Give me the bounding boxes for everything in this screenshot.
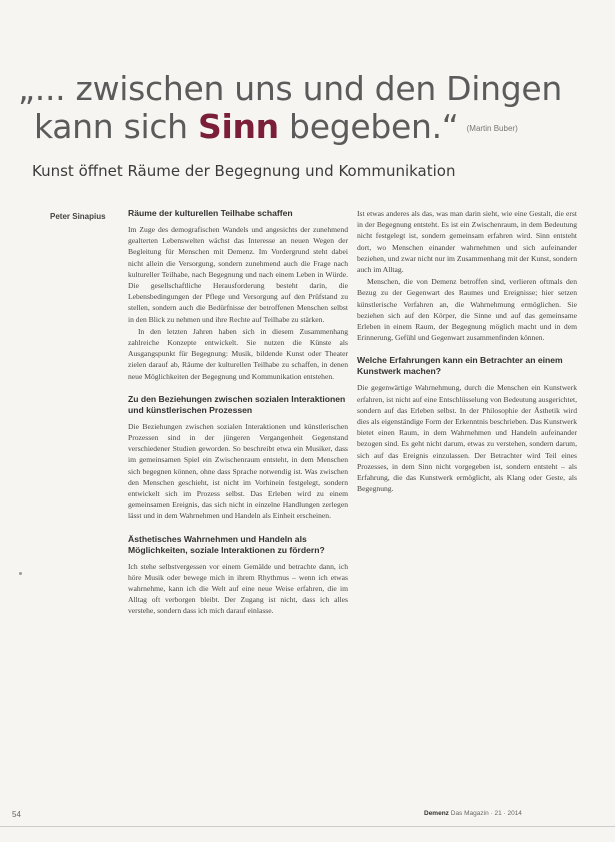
section-heading: Welche Erfahrungen kann ein Betrachter an einem Kunstwerk machen? [357,355,563,377]
body-paragraph: Die Beziehungen zwischen sozialen Interaktionen und künstlerischen Prozessen sind in der jüngeren Vergangenheit Gegenstand verschiedener Studien geworden. So beschreibt etwa ein Musiker, dass im gemeinsamen Spiel ein Zwischenraum entsteht, in dem Menschen sich begegnen können, ohne dass Sprache notwendig ist. Was zwischen den Menschen geschieht, ist nicht im Vorhinein festgelegt, sondern entwickelt sich im Prozess selbst. Das Erleben wird zu einem gemeinsamen Ereignis, das sich nicht in einzelne Handlungen zerlegen lässt und in dem Wahrnehmen und Handeln als Einheit erscheinen. [128,421,348,521]
author-name: Peter Sinapius [50,212,106,221]
footer-magazine: Demenz [424,810,449,817]
body-paragraph: In den letzten Jahren haben sich in diesem Zusammenhang zahlreiche Konzepte entwickelt. Sie nutzen die Künste als Ausgangspunkt für Begegnung: Musik, bildende Kunst oder Theater zielen darauf ab, Räume der kulturellen Teilhabe zu schaffen, in denen neue Möglichkeiten der Begegnung und Kommunikation entstehen. [128,326,348,381]
headline-quote [18,70,608,148]
body-paragraph: Menschen, die von Demenz betroffen sind, verlieren oftmals den Bezug zu der Gegenwart des Raumes und Ereignisse; hier setzen künstlerische Verfahren an, die Wahrnehmung ermöglichen. Sie beziehen sich auf den Körper, die Sinne und auf das gemeinsame Erleben in einem Raum, der Begegnung möglich macht und in dem Erinnerung, Gefühl und Gegenwart zusammenfinden können. [357,277,577,343]
headline-line-1: „... zwischen uns und den Dingen [18,69,562,108]
footer-issue: Das Magazin · 21 · 2014 [450,810,522,817]
article-subtitle: Kunst öffnet Räume der Begegnung und Kommunikation [32,162,456,180]
headline-accent-word: Sinn [197,107,279,146]
headline-line-2-post: begeben.“ [278,107,459,146]
bottom-rule [0,826,615,827]
body-paragraph: Im Zuge des demografischen Wandels und angesichts der zunehmend gealterten Lebenswelten wächst das Interesse an neuen Wegen der Begleitung für Menschen mit Demenz. Im Vordergrund steht dabei nicht allein die Versorgung, sondern zunehmend auch die Frage nach kultureller Teilhabe, nach Begegnung und nach einem Leben in Würde. Die gesellschaftliche Herausforderung besteht darin, die Lebensbedingungen der Pflege und Versorgung auf den Prüfstand zu stellen, sondern auch die Bedürfnisse der betroffenen Menschen selbst in den Blick zu nehmen und ihre Rechte auf Teilhabe zu stärken. [128,225,348,324]
body-paragraph: Ich stehe selbstvergessen vor einem Gemälde und betrachte dann, ich höre Musik oder bewege mich in ihrem Rhythmus – wenn ich etwas wahrnehme, kann ich die Welt auf eine neue Weise erfahren, die im Alltag oft verborgen bleibt. Der Zugang ist nicht, dass ich alles verstehe, sondern dass ich mich darauf einlasse. [128,561,348,616]
section-heading: Ästhetisches Wahrnehmen und Handeln als Möglichkeiten, soziale Interaktionen zu fördern? [128,533,325,555]
quote-source: (Martin Buber) [466,123,518,133]
section-heading: Zu den Beziehungen zwischen sozialen Interaktionen und künstlerischen Prozessen [128,393,346,415]
page-number: 54 [12,810,21,819]
page-footer [424,810,522,817]
body-paragraph: Die gegenwärtige Wahrnehmung, durch die Menschen ein Kunstwerk erfahren, ist nicht auf eine Entschlüsselung von Bedeutung ausgerichtet, sondern auf das Erleben selbst. In der Philosophie der Ästhetik wird dies als eigenständige Form der Erkenntnis beschrieben. Das Kunstwerk bietet einen Raum, in dem Wahrnehmen und Handeln aufeinander bezogen sind. Es geht nicht darum, etwas zu verstehen, sondern darum, sich auf das Ereignis einzulassen. Der Betrachter wird Teil eines Prozesses, in dem Sinn nicht vorgegeben ist, sondern entsteht – als Erfahrung, die das Kunstwerk ermöglicht, als Klang oder Geste, als Begegnung. [357,383,577,494]
headline-line-2-pre: kann sich [34,107,198,146]
headline-line-2 [18,108,608,148]
left-column [128,208,348,618]
right-column [357,208,577,495]
margin-mark [19,572,22,575]
section-heading: Räume der kulturellen Teilhabe schaffen [128,208,293,218]
body-paragraph: Ist etwas anderes als das, was man darin sieht, wie eine Gestalt, die erst in der Begegnung entsteht. Es ist ein Zwischenraum, in dem Bedeutung nicht festgelegt ist, sondern gemeinsam erfahren wird. Sinn entsteht dort, wo Menschen einander wahrnehmen und sich aufeinander beziehen, und zwar nicht nur im Zusammenhang mit der Kunst, sondern auch im Alltag. [357,209,577,275]
